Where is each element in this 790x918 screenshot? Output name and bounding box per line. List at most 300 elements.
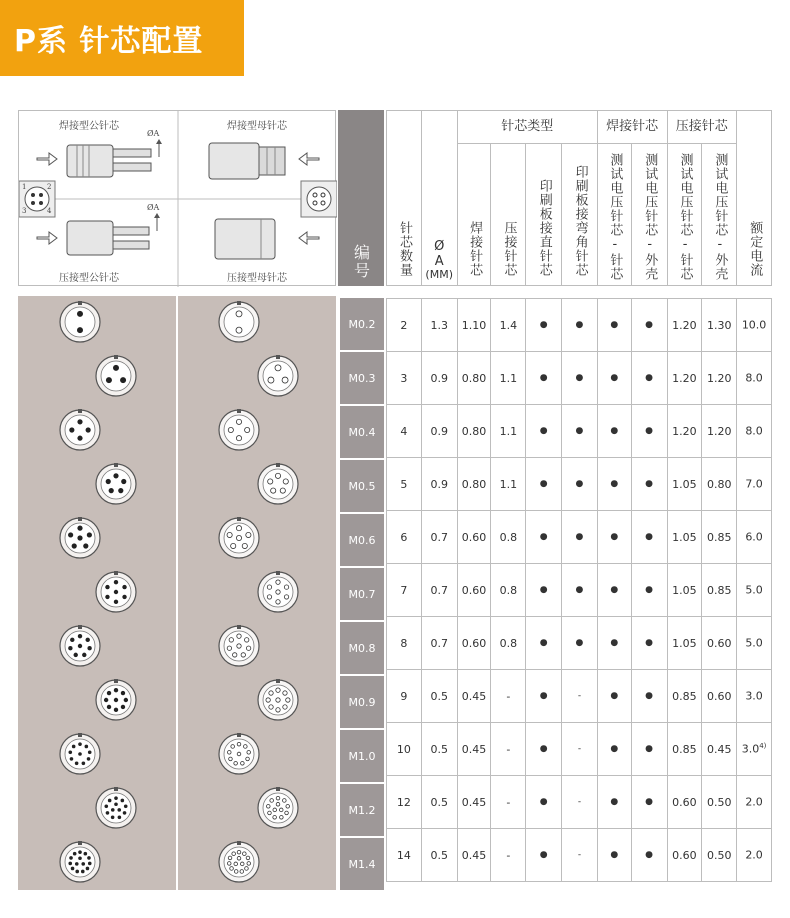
code-header-label: 编号 [351, 244, 371, 280]
cell-value: 0.5 [430, 848, 448, 862]
cell-v4 [702, 352, 737, 405]
cell-weld [457, 564, 491, 617]
male-connector-face-icon [60, 625, 100, 666]
cell-value: ● [610, 797, 619, 807]
cell-value: 9 [400, 689, 408, 703]
cell-pcb_s [526, 829, 562, 882]
cell-dia [421, 511, 457, 564]
cell-pcb_s [526, 723, 562, 776]
cell-value: ● [610, 638, 619, 648]
cell-pcb_a [562, 617, 598, 670]
cell-value: ● [645, 426, 654, 436]
cell-v2 [631, 299, 667, 352]
cell-value: 4 [400, 424, 408, 438]
cell-cur [737, 564, 772, 617]
cell-weld [457, 776, 491, 829]
cell-value: 0.85 [706, 530, 732, 544]
code-column [340, 296, 384, 890]
cell-value: 2 [400, 318, 408, 332]
cell-crimp [491, 458, 526, 511]
cell-v1 [597, 511, 631, 564]
cell-value: 0.80 [461, 477, 487, 491]
cell-value: 3.0 [741, 742, 760, 756]
header-pcb-straight: 印刷板接直针芯 [526, 144, 562, 286]
cell-value: ● [645, 532, 654, 542]
connector-diagram [18, 110, 336, 286]
cell-value: 0.45 [706, 742, 732, 756]
cell-value: ● [610, 373, 619, 383]
male-solder-pin-drawing [37, 139, 162, 177]
cell-pins [387, 670, 422, 723]
cell-value: 1.10 [461, 318, 487, 332]
cell-value: - [577, 691, 582, 701]
cell-value: ● [575, 585, 584, 595]
cell-v2 [631, 670, 667, 723]
cell-value: 12 [396, 795, 411, 809]
female-connector-face-icon [258, 787, 298, 828]
cell-value: ● [610, 320, 619, 330]
cell-value: ● [575, 373, 584, 383]
cell-value: 0.5 [430, 742, 448, 756]
cell-pcb_a [562, 299, 598, 352]
cell-crimp [491, 723, 526, 776]
code-cell-m0-4: M0.4 [340, 406, 384, 458]
header-pcb-angle: 印刷板接弯角针芯 [562, 144, 598, 286]
cell-pcb_a [562, 723, 598, 776]
cell-v3 [667, 405, 702, 458]
cell-value: - [506, 795, 511, 809]
spec-data-table [386, 298, 772, 882]
cell-crimp [491, 405, 526, 458]
cell-value: 1.05 [672, 636, 697, 650]
table-row [387, 564, 772, 617]
dim-label-bottom: ØA [147, 203, 160, 212]
header-crimp-voltage-pin: 测试电压针芯-针芯 [667, 144, 702, 286]
cell-weld [457, 458, 491, 511]
cell-value: ● [575, 479, 584, 489]
cell-pcb_s [526, 458, 562, 511]
male-connector-face-icon [60, 841, 100, 882]
table-row [387, 299, 772, 352]
cell-v3 [667, 670, 702, 723]
cell-pcb_a [562, 829, 598, 882]
header-crimp-voltage-shell: 测试电压针芯-外壳 [702, 144, 737, 286]
cell-pcb_a [562, 670, 598, 723]
header-group-crimp: 压接针芯 [667, 111, 737, 144]
cell-value: 1.1 [499, 424, 518, 438]
cell-v4 [702, 458, 737, 511]
cell-value: - [506, 689, 511, 703]
cell-pcb_s [526, 352, 562, 405]
male-connector-face-icon [96, 571, 136, 612]
cell-value: 1.3 [430, 318, 448, 332]
cell-crimp [491, 670, 526, 723]
cell-pins [387, 723, 422, 776]
header-weld-voltage-pin: 测试电压针芯-针芯 [597, 144, 631, 286]
label-female-crimp: 压接型母针芯 [227, 273, 287, 284]
cell-value: 0.45 [461, 795, 487, 809]
cell-value: 6.0 [745, 530, 763, 544]
pin-number-3: 3 [22, 207, 27, 215]
pin-number-1: 1 [22, 183, 27, 191]
cell-pins [387, 299, 422, 352]
header-diameter [421, 111, 457, 286]
cell-value: 0.80 [461, 371, 487, 385]
cell-value: ● [539, 585, 548, 595]
cell-weld [457, 299, 491, 352]
cell-value: 0.9 [430, 424, 448, 438]
cell-value: ● [645, 744, 654, 754]
cell-cur [737, 511, 772, 564]
cell-v2 [631, 776, 667, 829]
cell-v3 [667, 564, 702, 617]
table-row [387, 617, 772, 670]
cell-crimp [491, 829, 526, 882]
table-row [387, 352, 772, 405]
cell-value: ● [610, 850, 619, 860]
cell-value: - [577, 850, 582, 860]
female-connector-face-icon [219, 733, 259, 774]
cell-value: ● [610, 585, 619, 595]
cell-v3 [667, 617, 702, 670]
cell-v4 [702, 670, 737, 723]
cell-value: 0.45 [461, 689, 487, 703]
cell-pcb_s [526, 299, 562, 352]
cell-value: ● [575, 426, 584, 436]
table-row [387, 458, 772, 511]
cell-value: 5 [400, 477, 408, 491]
male-connector-face-icon [60, 301, 100, 342]
cell-value: ● [610, 691, 619, 701]
male-crimp-drawing [37, 213, 160, 255]
cell-dia [421, 776, 457, 829]
spec-header-table [386, 110, 772, 286]
cell-value: 14 [396, 848, 411, 862]
cell-value: ● [539, 744, 548, 754]
female-connector-face-icon [219, 841, 259, 882]
header-current: 额定电流 [737, 111, 772, 286]
cell-value: 0.7 [430, 636, 448, 650]
cell-v4 [702, 617, 737, 670]
female-crimp-drawing [215, 219, 319, 259]
diameter-unit: (MM) [425, 267, 453, 281]
cell-value: ● [645, 638, 654, 648]
cell-weld [457, 723, 491, 776]
cell-cur [737, 670, 772, 723]
cell-cur [737, 405, 772, 458]
cell-value: ● [645, 797, 654, 807]
cell-v1 [597, 405, 631, 458]
cell-weld [457, 511, 491, 564]
cell-pcb_a [562, 352, 598, 405]
cell-value: ● [539, 479, 548, 489]
header-group-weld: 焊接针芯 [597, 111, 667, 144]
cell-value: ● [539, 850, 548, 860]
cell-value: ● [610, 744, 619, 754]
table-row [387, 511, 772, 564]
code-cell-m1-2: M1.2 [340, 784, 384, 836]
code-cell-m1-0: M1.0 [340, 730, 384, 782]
cell-v1 [597, 299, 631, 352]
code-cell-m0-2: M0.2 [340, 298, 384, 350]
female-connector-face-icon [219, 625, 259, 666]
cell-v2 [631, 458, 667, 511]
cell-value: 0.50 [706, 848, 732, 862]
cell-value: 0.60 [672, 848, 697, 862]
cell-pcb_s [526, 564, 562, 617]
cell-value: 0.8 [499, 636, 518, 650]
male-connector-face-icon [60, 409, 100, 450]
male-connector-face-icon [96, 787, 136, 828]
cell-pcb_s [526, 405, 562, 458]
cell-value: 0.5 [430, 689, 448, 703]
male-connector-face-icon [96, 355, 136, 396]
cell-dia [421, 299, 457, 352]
male-connector-face-icon [60, 733, 100, 774]
cell-v3 [667, 458, 702, 511]
cell-value: 5.0 [745, 636, 763, 650]
cell-value: - [577, 744, 582, 754]
cell-value: 1.30 [706, 318, 732, 332]
header-weld-voltage-shell: 测试电压针芯-外壳 [631, 144, 667, 286]
cell-value: ● [575, 320, 584, 330]
cell-weld [457, 670, 491, 723]
cell-pcb_a [562, 511, 598, 564]
cell-value: 0.8 [499, 530, 518, 544]
cell-value: ● [610, 532, 619, 542]
cell-v1 [597, 458, 631, 511]
cell-value: 0.7 [430, 583, 448, 597]
cell-dia [421, 670, 457, 723]
cell-pcb_a [562, 564, 598, 617]
cell-value: 8.0 [745, 371, 763, 385]
cell-value: 0.80 [461, 424, 487, 438]
cell-value: 0.8 [499, 583, 518, 597]
code-cell-m0-3: M0.3 [340, 352, 384, 404]
cell-pins [387, 776, 422, 829]
cell-cur [737, 617, 772, 670]
cell-v3 [667, 776, 702, 829]
cell-v4 [702, 511, 737, 564]
cell-value: - [577, 797, 582, 807]
cell-value: 3 [400, 371, 408, 385]
cell-value: ● [539, 426, 548, 436]
footnote-marker: 4) [759, 742, 767, 751]
female-connector-face-icon [258, 463, 298, 504]
cell-value: 0.45 [461, 742, 487, 756]
cell-v1 [597, 352, 631, 405]
female-connector-face-icon [219, 517, 259, 558]
cell-v4 [702, 829, 737, 882]
cell-v1 [597, 723, 631, 776]
cell-value: 0.85 [706, 583, 732, 597]
cell-cur [737, 829, 772, 882]
cell-value: ● [645, 585, 654, 595]
code-cell-m1-4: M1.4 [340, 838, 384, 890]
cell-value: ● [539, 797, 548, 807]
cell-weld [457, 829, 491, 882]
cell-cur [737, 723, 772, 776]
cell-pcb_s [526, 511, 562, 564]
cell-pins [387, 458, 422, 511]
header-pin-count: 针芯数量 [387, 111, 422, 286]
cell-pins [387, 511, 422, 564]
female-connector-face-icon [258, 571, 298, 612]
cell-value: 0.9 [430, 477, 448, 491]
cell-value: 0.85 [672, 742, 697, 756]
female-connector-face-icon [258, 355, 298, 396]
cell-value: ● [645, 479, 654, 489]
cell-v3 [667, 829, 702, 882]
cell-value: 1.05 [672, 530, 697, 544]
pin-number-4: 4 [47, 207, 52, 215]
cell-pins [387, 617, 422, 670]
page-title: P系 针芯配置 [0, 0, 244, 76]
cell-value: 1.20 [672, 371, 697, 385]
cell-value: ● [539, 373, 548, 383]
cell-pins [387, 564, 422, 617]
cell-dia [421, 617, 457, 670]
cell-value: ● [610, 479, 619, 489]
cell-value: 0.80 [706, 477, 732, 491]
cell-cur [737, 299, 772, 352]
male-connector-face-icon [96, 463, 136, 504]
cell-value: ● [645, 373, 654, 383]
cell-v4 [702, 564, 737, 617]
code-cell-m0-8: M0.8 [340, 622, 384, 674]
cell-dia [421, 405, 457, 458]
cell-crimp [491, 617, 526, 670]
table-row [387, 405, 772, 458]
cell-v2 [631, 511, 667, 564]
cell-weld [457, 617, 491, 670]
cell-pcb_a [562, 458, 598, 511]
cell-v2 [631, 352, 667, 405]
cell-value: ● [575, 532, 584, 542]
pin-number-2: 2 [47, 183, 52, 191]
female-connector-face-icon [258, 679, 298, 720]
cell-value: 0.7 [430, 530, 448, 544]
cell-dia [421, 458, 457, 511]
cell-value: 1.05 [672, 583, 697, 597]
cell-value: 2.0 [745, 795, 763, 809]
cell-value: 7.0 [745, 477, 763, 491]
cell-value: ● [645, 691, 654, 701]
cell-value: 1.20 [672, 318, 697, 332]
cell-v2 [631, 564, 667, 617]
cell-v3 [667, 299, 702, 352]
female-solder-drawing [209, 143, 319, 179]
table-row [387, 723, 772, 776]
cell-pcb_s [526, 670, 562, 723]
female-connector-face-icon [219, 409, 259, 450]
cell-value: 1.20 [706, 371, 732, 385]
cell-value: 0.60 [706, 689, 732, 703]
cell-crimp [491, 511, 526, 564]
cell-value: 0.9 [430, 371, 448, 385]
label-male-solder: 焊接型公针芯 [59, 121, 119, 132]
cell-value: 0.60 [672, 795, 697, 809]
cell-v1 [597, 776, 631, 829]
cell-dia [421, 829, 457, 882]
code-cell-m0-6: M0.6 [340, 514, 384, 566]
cell-cur [737, 352, 772, 405]
cell-value: ● [610, 426, 619, 436]
cell-dia [421, 564, 457, 617]
male-connector-face-icon [96, 679, 136, 720]
cell-crimp [491, 352, 526, 405]
cell-pins [387, 829, 422, 882]
table-row [387, 670, 772, 723]
cell-value: 8 [400, 636, 408, 650]
cell-pcb_a [562, 776, 598, 829]
label-female-solder: 焊接型母针芯 [227, 121, 287, 132]
cell-value: 0.5 [430, 795, 448, 809]
connector-drawing [19, 111, 337, 287]
cell-value: 1.4 [499, 318, 518, 332]
male-connector-face-icon [60, 517, 100, 558]
cell-value: ● [539, 638, 548, 648]
cell-value: 0.60 [461, 530, 487, 544]
cell-value: ● [539, 320, 548, 330]
cell-v3 [667, 511, 702, 564]
table-row [387, 776, 772, 829]
cell-value: - [506, 848, 511, 862]
cell-v3 [667, 723, 702, 776]
cell-value: 1.20 [706, 424, 732, 438]
female-face-view [301, 181, 337, 217]
cell-v3 [667, 352, 702, 405]
cell-v4 [702, 405, 737, 458]
cell-value: 3.0 [745, 689, 763, 703]
cell-v2 [631, 829, 667, 882]
dim-label-top: ØA [147, 129, 160, 138]
cell-pcb_s [526, 617, 562, 670]
cell-value: - [506, 742, 511, 756]
cell-dia [421, 352, 457, 405]
code-cell-m0-7: M0.7 [340, 568, 384, 620]
pin-layout-drawings [18, 296, 336, 890]
cell-v1 [597, 617, 631, 670]
cell-weld [457, 352, 491, 405]
diameter-symbol: Ø [434, 239, 445, 255]
cell-value: ● [539, 532, 548, 542]
header-crimp-pin: 压接针芯 [491, 144, 526, 286]
cell-value: ● [575, 638, 584, 648]
cell-pins [387, 352, 422, 405]
cell-value: 0.60 [461, 636, 487, 650]
cell-value: 0.85 [672, 689, 697, 703]
cell-v2 [631, 723, 667, 776]
cell-cur [737, 776, 772, 829]
cell-v4 [702, 299, 737, 352]
cell-crimp [491, 564, 526, 617]
cell-value: 0.45 [461, 848, 487, 862]
cell-v1 [597, 829, 631, 882]
header-group-type: 针芯类型 [457, 111, 597, 144]
code-cell-m0-5: M0.5 [340, 460, 384, 512]
cell-v2 [631, 405, 667, 458]
cell-value: 7 [400, 583, 408, 597]
cell-value: 1.20 [672, 424, 697, 438]
cell-value: 5.0 [745, 583, 763, 597]
cell-crimp [491, 776, 526, 829]
cell-value: 10.0 [741, 318, 767, 332]
cell-value: 8.0 [745, 424, 763, 438]
cell-value: 6 [400, 530, 408, 544]
cell-weld [457, 405, 491, 458]
label-male-crimp: 压接型公针芯 [59, 273, 119, 284]
